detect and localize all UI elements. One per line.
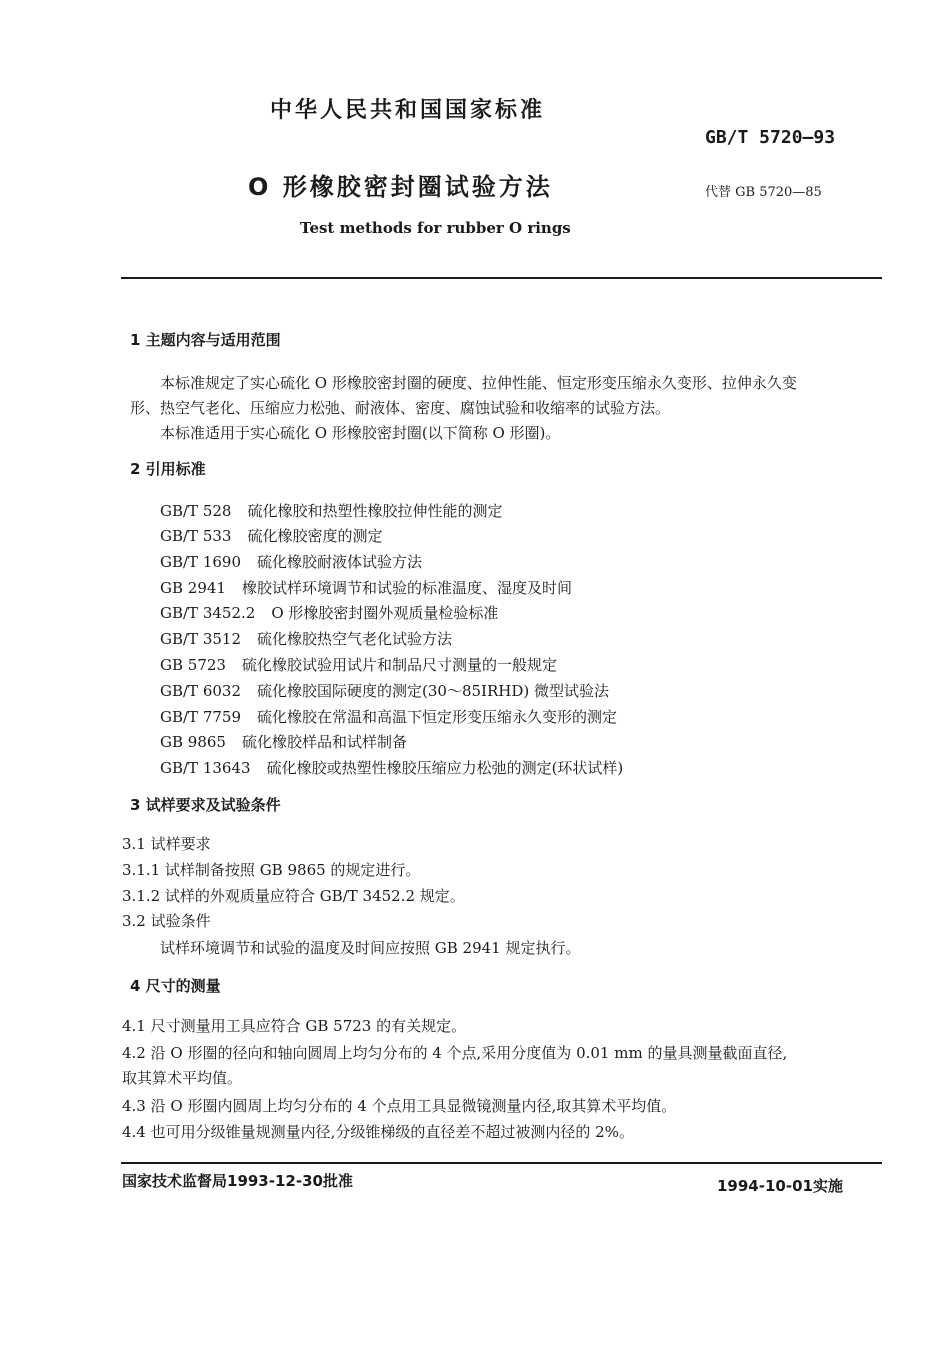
- clause-3-1-1: 3.1.1 试样制备按照 GB 9865 的规定进行。: [122, 861, 421, 879]
- section-1-para1-line1: 本标准规定了实心硫化 O 形橡胶密封圈的硬度、拉伸性能、恒定形变压缩永久变形、拉伸永久变: [160, 374, 797, 392]
- document-title: O 形橡胶密封圈试验方法: [248, 173, 553, 201]
- standard-number: GB/T 5720—93: [705, 127, 836, 148]
- clause-3-1-2: 3.1.2 试样的外观质量应符合 GB/T 3452.2 规定。: [122, 887, 465, 905]
- ref-item: GB/T 7759 硫化橡胶在常温和高温下恒定形变压缩永久变形的测定: [160, 708, 618, 726]
- national-standard-title: 中华人民共和国国家标准: [270, 98, 546, 123]
- approval-date: 国家技术监督局1993-12-30批准: [122, 1172, 353, 1190]
- effective-date: 1994-10-01实施: [717, 1177, 843, 1195]
- section-4-heading: 4 尺寸的测量: [130, 977, 221, 995]
- footer-rule: [121, 1162, 882, 1164]
- ref-item: GB/T 13643 硫化橡胶或热塑性橡胶压缩应力松弛的测定(环状试样): [160, 759, 624, 777]
- clause-4-3: 4.3 沿 O 形圈内圆周上均匀分布的 4 个点用工具显微镜测量内径,取其算术平均值。: [122, 1097, 677, 1115]
- english-title: Test methods for rubber O rings: [300, 219, 571, 237]
- clause-3-2-text: 试样环境调节和试验的温度及时间应按照 GB 2941 规定执行。: [160, 939, 581, 957]
- section-1-para1-line2: 形、热空气老化、压缩应力松弛、耐液体、密度、腐蚀试验和收缩率的试验方法。: [130, 399, 671, 417]
- ref-item: GB/T 3512 硫化橡胶热空气老化试验方法: [160, 630, 453, 648]
- ref-item: GB/T 6032 硫化橡胶国际硬度的测定(30～85IRHD) 微型试验法: [160, 682, 609, 700]
- ref-item: GB/T 1690 硫化橡胶耐液体试验方法: [160, 553, 423, 571]
- section-2-heading: 2 引用标准: [130, 460, 206, 478]
- replaces-note: 代替 GB 5720—85: [705, 185, 822, 200]
- section-1-para2: 本标准适用于实心硫化 O 形橡胶密封圈(以下简称 O 形圈)。: [160, 424, 561, 442]
- ref-item: GB 5723 硫化橡胶试验用试片和制品尺寸测量的一般规定: [160, 656, 557, 674]
- ref-item: GB 9865 硫化橡胶样品和试样制备: [160, 733, 407, 751]
- clause-4-2-line1: 4.2 沿 O 形圈的径向和轴向圆周上均匀分布的 4 个点,采用分度值为 0.01 mm 的量具测量截面直径,: [122, 1044, 788, 1062]
- section-1-heading: 1 主题内容与适用范围: [130, 331, 281, 349]
- section-3-heading: 3 试样要求及试验条件: [130, 796, 281, 814]
- clause-3-1: 3.1 试样要求: [122, 835, 211, 853]
- ref-item: GB/T 533 硫化橡胶密度的测定: [160, 527, 383, 545]
- ref-item: GB/T 3452.2 O 形橡胶密封圈外观质量检验标准: [160, 604, 499, 622]
- clause-4-2-line2: 取其算术平均值。: [122, 1069, 243, 1087]
- header-rule: [121, 277, 882, 279]
- clause-4-4: 4.4 也可用分级锥量规测量内径,分级锥梯级的直径差不超过被测内径的 2%。: [122, 1123, 634, 1141]
- ref-item: GB 2941 橡胶试样环境调节和试验的标准温度、湿度及时间: [160, 579, 572, 597]
- ref-item: GB/T 528 硫化橡胶和热塑性橡胶拉伸性能的测定: [160, 502, 503, 520]
- clause-3-2: 3.2 试验条件: [122, 912, 211, 930]
- clause-4-1: 4.1 尺寸测量用工具应符合 GB 5723 的有关规定。: [122, 1017, 467, 1035]
